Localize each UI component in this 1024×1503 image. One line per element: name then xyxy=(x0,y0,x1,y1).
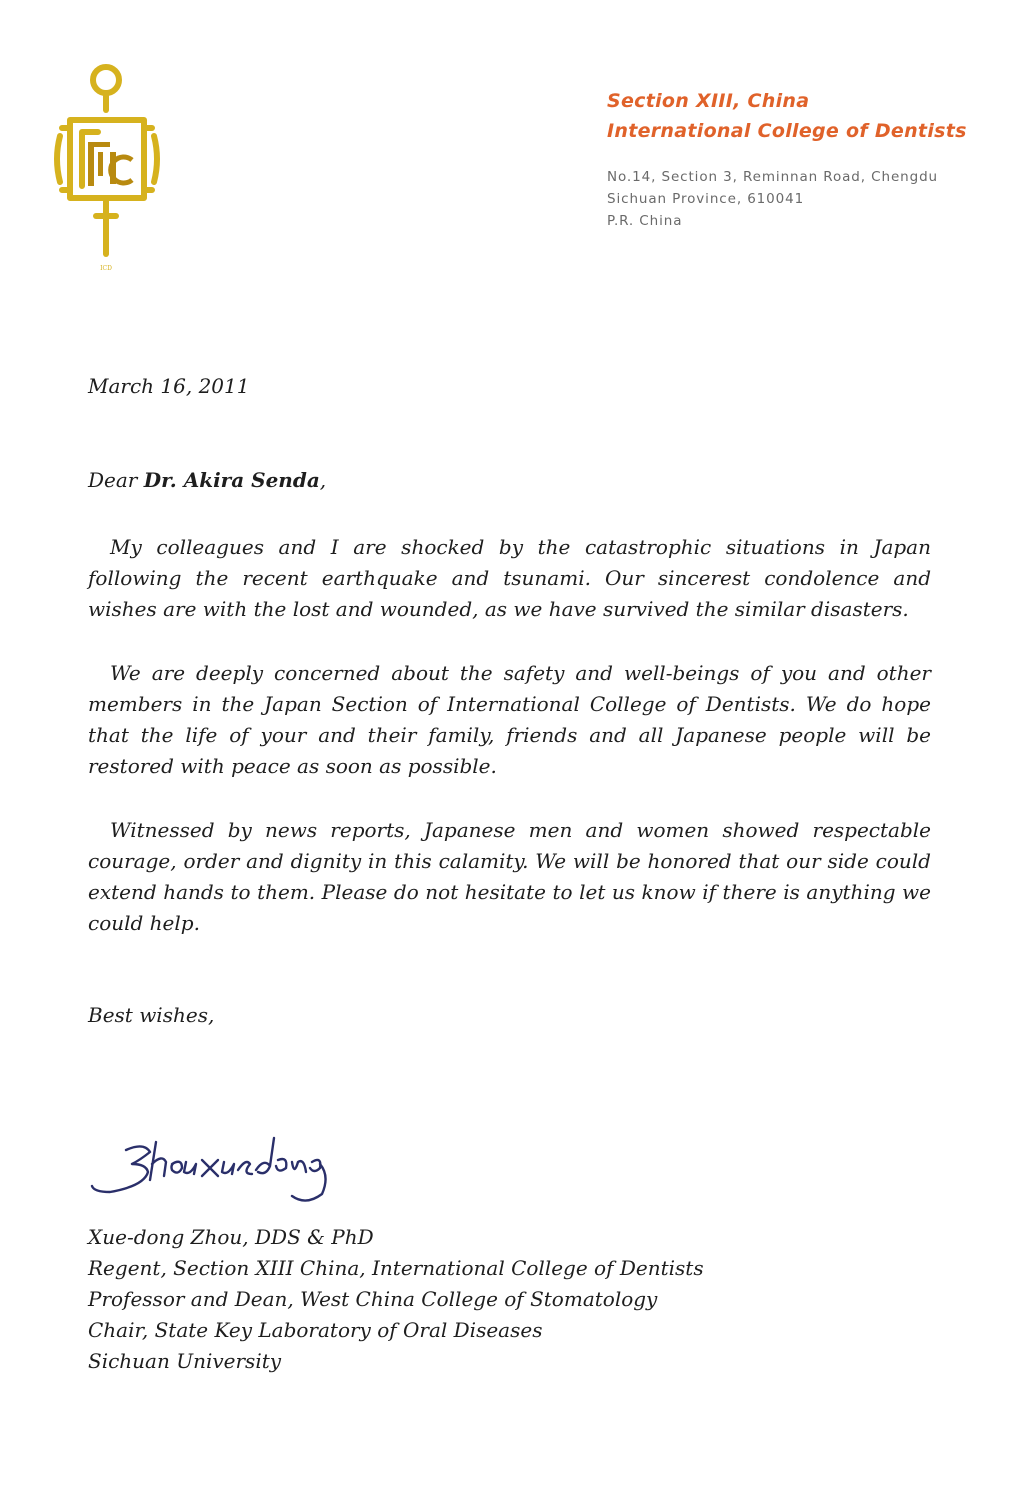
signer-name: Xue-dong Zhou, DDS & PhD xyxy=(88,1225,374,1249)
body-paragraph-3: Witnessed by news reports, Japanese men and women showed respectable courage, order and dignity in this calamity. We will be honored that our side could extend hands to them. Please do not hesitate to let us know if there is anything we could help. xyxy=(88,818,931,935)
organization-name xyxy=(607,86,967,146)
salutation xyxy=(88,468,931,492)
icd-key-emblem-icon xyxy=(52,58,162,273)
icd-logo xyxy=(52,58,162,273)
signature-icon xyxy=(86,1130,366,1205)
body-paragraph-1: My colleagues and I are shocked by the catastrophic situations in Japan following the recent earthquake and tsunami. Our sincerest condolence and wishes are with the lost and wounded, as we have survived the similar disasters. xyxy=(88,535,931,621)
signer-title-chair: Chair, State Key Laboratory of Oral Diseases xyxy=(88,1318,543,1342)
address-province: Sichuan Province, 610041 xyxy=(607,191,805,207)
org-college: International College of Dentists xyxy=(607,120,967,142)
org-section: Section XIII, China xyxy=(607,90,810,112)
address-country: P.R. China xyxy=(607,213,683,229)
address-block xyxy=(607,166,938,232)
letter-date: March 16, 2011 xyxy=(88,374,250,398)
signer-title-regent: Regent, Section XIII China, International College of Dentists xyxy=(88,1256,704,1280)
salutation-suffix: , xyxy=(319,468,327,492)
body-paragraph-2: We are deeply concerned about the safety and well-beings of you and other members in the Japan Section of International College of Dentists. We do hope that the life of your and their family, friends and all Japanese people will be restored with peace as soon as possible. xyxy=(88,661,931,778)
salutation-prefix: Dear xyxy=(88,468,144,492)
signer-university: Sichuan University xyxy=(88,1349,282,1373)
signer-title-dean: Professor and Dean, West China College of Stomatology xyxy=(88,1287,658,1311)
handwritten-signature xyxy=(86,1130,366,1205)
recipient-name: Dr. Akira Senda xyxy=(143,468,320,492)
logo-letters: ICD xyxy=(100,265,112,272)
address-street: No.14, Section 3, Reminnan Road, Chengdu xyxy=(607,169,939,185)
closing: Best wishes, xyxy=(88,1003,215,1027)
signer-block xyxy=(88,1222,931,1377)
